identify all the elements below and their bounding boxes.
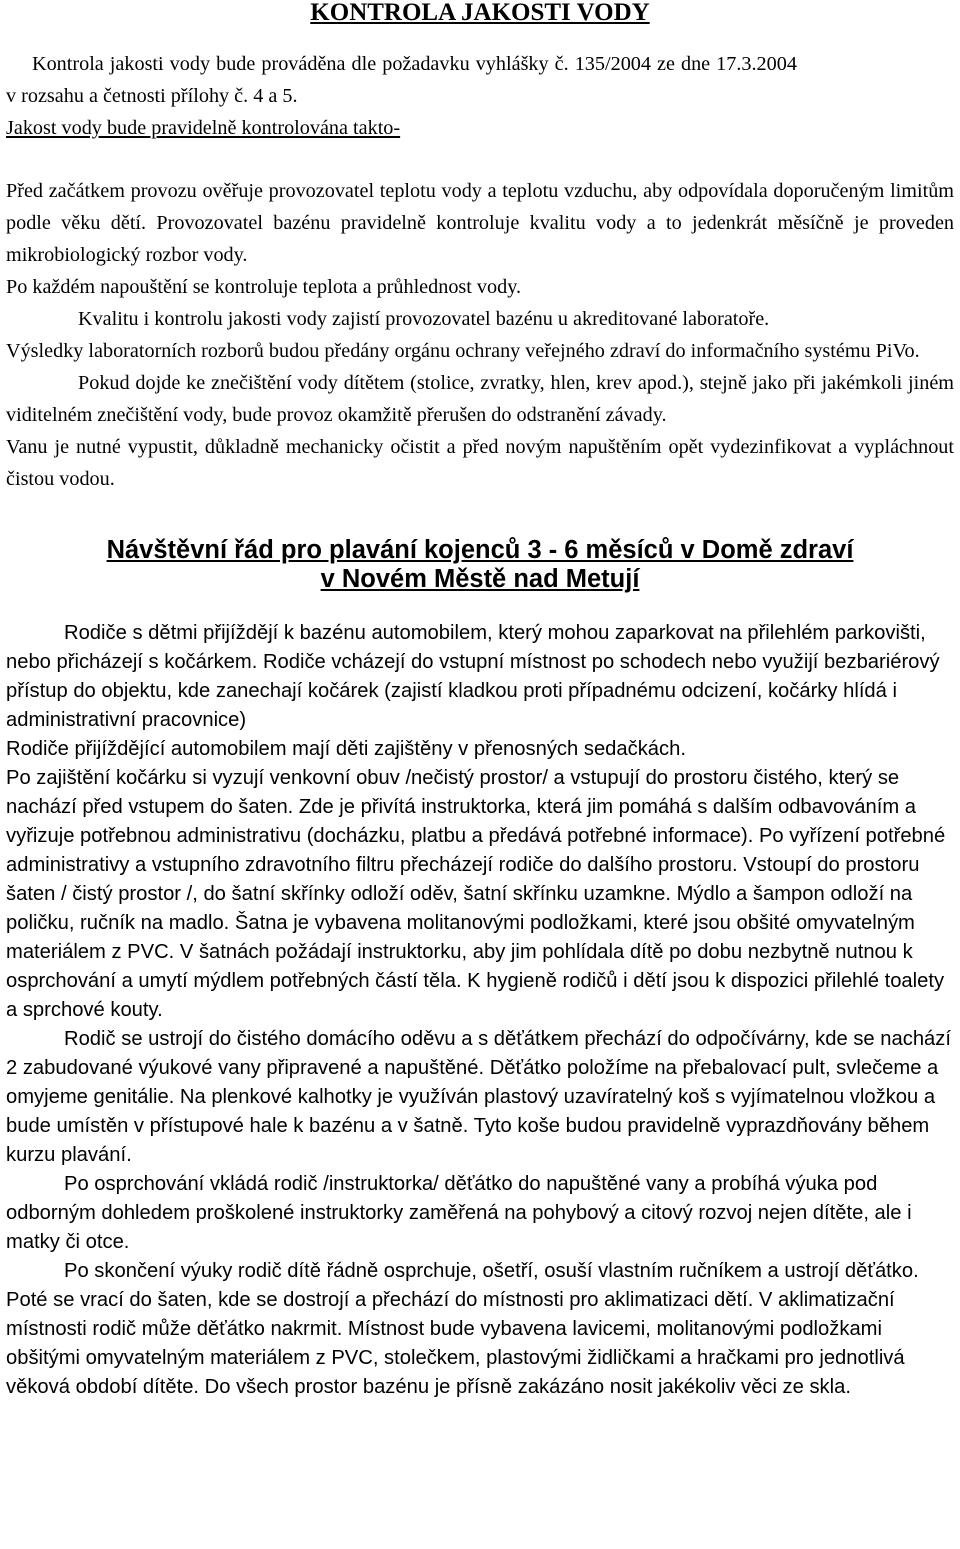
visit-paragraph-1: Rodiče s dětmi přijíždějí k bazénu automobilem, který mohou zaparkovat na přilehlém parkovišti, nebo přicházejí s kočárkem. Rodiče vcházejí do vstupní místnost po schodech nebo využijí bezbariérový přístup do objektu, kde zanechají kočárek (zajistí kladkou proti případnému odcizení, kočárky hlídá i administrativní pracovnice) <box>6 622 940 731</box>
visit-paragraph-4: Rodič se ustrojí do čistého domácího oděvu a s děťátkem přechází do odpočívárny, kde se nachází 2 zabudované výukové vany připravené a napuštěné. Děťátko položíme na přebalovací pult, svlečeme a omyjeme genitálie. Na plenkové kalhotky je využíván plastový uzavíratelný koš s vyjímatelnou vložkou a bude umístěn v přístupové hale k bazénu a v šatně. Tyto koše budou pravidelně vyprazdňovány během kurzu plavání. <box>6 1028 951 1166</box>
visit-paragraph-3: Po zajištění kočárku si vyzují venkovní obuv /nečistý prostor/ a vstupují do prostoru čistého, který se nachází před vstupem do šaten. Zde je přivítá instruktorka, která jim pomáhá s dalším odbavováním a vyřizuje potřebnou administrativu (docházku, platbu a předává potřebné informace). Po vyřízení potřebné administrativy a vstupního zdravotního filtru přecházejí rodiče do dalšího prostoru. Vstoupí do prostoru šaten / čistý prostor /, do šatní skřínky odloží oděv, šatní skřínku uzamkne. Mýdlo a šampon odloží na poličku, ručník na madlo. Šatna je vybavena molitanovými podložkami, které jsou obšité omyvatelným materiálem z PVC. V šatnách požádají instruktorku, aby jim pohlídala dítě po dobu nezbytně nutnou k osprchování a umytí mýdlem potřebných částí těla. K hygieně rodičů i dětí jsou k dispozici přilehlé toalety a sprchové kouty. <box>6 767 946 1021</box>
visit-rules-body <box>6 619 956 1402</box>
visit-paragraph-2: Rodiče přijíždějící automobilem mají děti zajištěny v přenosných sedačkách. <box>6 738 686 760</box>
visit-rules-title <box>0 536 960 594</box>
water-quality-section <box>6 48 954 144</box>
intro-line-2: v rozsahu a četnosti přílohy č. 4 a 5. <box>6 85 298 107</box>
visit-rules-title-line-2: v Novém Městě nad Metují <box>320 565 640 593</box>
visit-paragraph-6: Po skončení výuky rodič dítě řádně osprchuje, ošetří, osuší vlastním ručníkem a ustrojí děťátko. Poté se vrací do šaten, kde se dostrojí a přechází do místnosti pro aklimatizaci dětí. V aklimatizační místnosti rodič může děťátko nakrmit. Místnost bude vybavena lavicemi, molitanovými podložkami obšitými omyvatelným materiálem z PVC, stolečkem, plastovými židličkami a hračkami pro jednotlivá věková období dítěte. Do všech prostor bazénu je přísně zakázáno nosit jakékoliv věci ze skla. <box>6 1260 919 1398</box>
water-quality-body <box>6 175 954 495</box>
paragraph-after-fill: Po každém napouštění se kontroluje teplota a průhlednost vody. <box>6 276 522 298</box>
regular-control-line: Jakost vody bude pravidelně kontrolována takto- <box>6 117 401 139</box>
paragraph-results: Výsledky laboratorních rozborů budou předány orgánu ochrany veřejného zdraví do informačního systému PiVo. <box>6 340 920 362</box>
visit-rules-title-line-1: Návštěvní řád pro plavání kojenců 3 - 6 měsíců v Domě zdraví <box>106 536 854 564</box>
visit-paragraph-5: Po osprchování vkládá rodič /instruktorka/ děťátko do napuštěné vany a probíhá výuka pod odborným dohledem proškolené instruktorky zaměřená na pohybový a citový rozvoj nejen dítěte, ale i matky či otce. <box>6 1173 912 1253</box>
water-quality-title: KONTROLA JAKOSTI VODY <box>310 0 650 26</box>
paragraph-pollution: Pokud dojde ke znečištění vody dítětem (stolice, zvratky, hlen, krev apod.), stejně jako při jakémkoli jiném viditelném znečištění vody, bude provoz okamžitě přerušen do odstranění závady. <box>6 372 954 426</box>
paragraph-drain: Vanu je nutné vypustit, důkladně mechanicky očistit a před novým napuštěním opět vydezinfikovat a vypláchnout čistou vodou. <box>6 436 954 490</box>
intro-line-1: Kontrola jakosti vody bude prováděna dle požadavku vyhlášky č. 135/2004 ze dne 17.3.2004 <box>32 53 797 75</box>
paragraph-quality-lab: Kvalitu i kontrolu jakosti vody zajistí provozovatel bazénu u akreditované laboratoře. <box>78 308 770 330</box>
paragraph-before-start: Před začátkem provozu ověřuje provozovatel teplotu vody a teplotu vzduchu, aby odpovídala doporučeným limitům podle věku dětí. Provozovatel bazénu pravidelně kontroluje kvalitu vody a to jedenkrát měsíčně je proveden mikrobiologický rozbor vody. <box>6 180 954 266</box>
